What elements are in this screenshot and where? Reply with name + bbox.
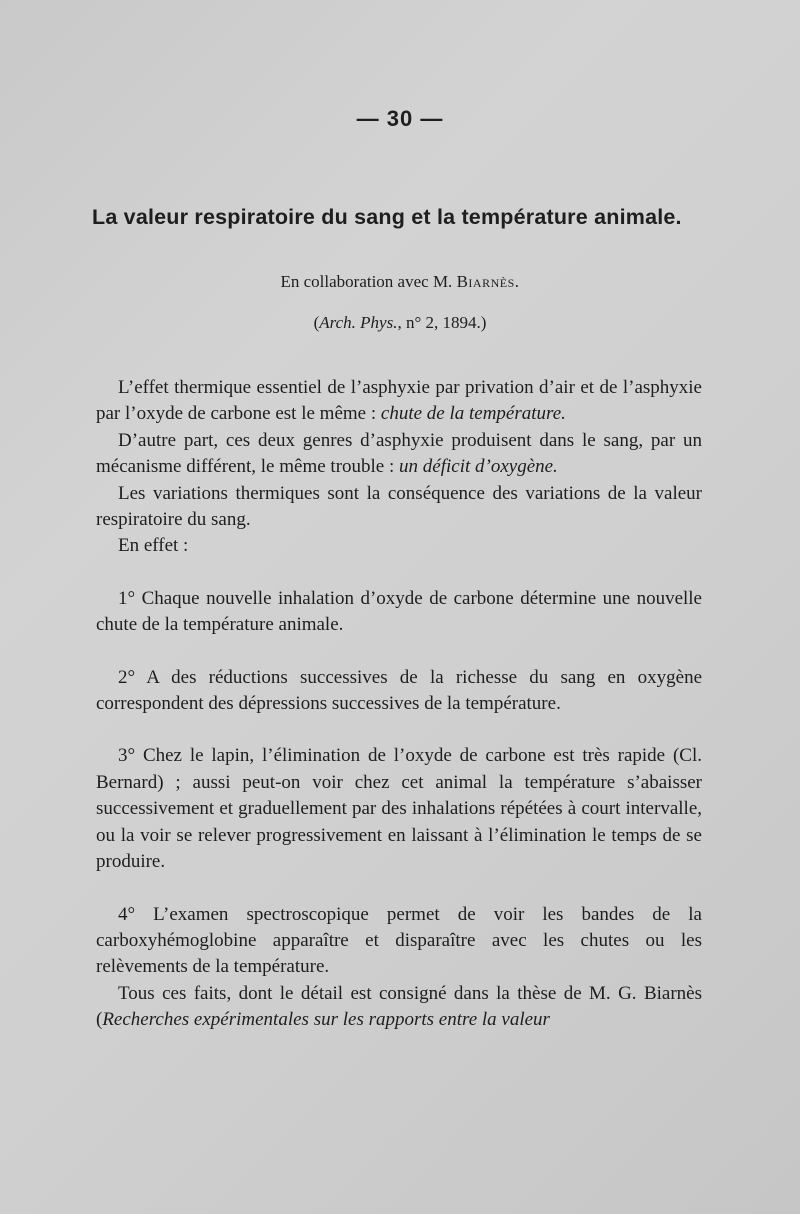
page-number: — 30 — xyxy=(356,106,444,131)
list-item-1: 1° Chaque nouvelle inhalation d’oxyde de carbone détermine une nouvelle chute de la température animale. xyxy=(96,587,702,636)
paragraph-2-text: D’autre part, ces deux genres d’asphyxie produisent dans le sang, par un mécanisme différent, le même trouble : xyxy=(96,429,702,478)
collaborator-name: Biarnès. xyxy=(456,272,520,291)
paragraph-1-text: L’effet thermique essentiel de l’asphyxie par privation d’air et de l’asphyxie par l’oxyde de carbone est le même : xyxy=(96,377,702,425)
collaboration-prefix: En collaboration avec M. xyxy=(280,272,457,291)
journal-name-2: Phys. xyxy=(360,313,398,332)
collaboration-line xyxy=(0,272,800,292)
paragraph-5-text: Tous ces faits, dont le détail est consigné dans la thèse de M. G. Biarnès ( xyxy=(96,982,702,1031)
list-item-2: 2° A des réductions successives de la richesse du sang en oxygène correspondent des dépressions successives de la température. xyxy=(96,666,702,715)
paragraph-1 xyxy=(96,375,702,428)
list-item-3: 3° Chez le lapin, l’élimination de l’oxyde de carbone est très rapide (Cl. Bernard) ; aussi peut-on voir chez cet animal la température s’abaisser successivement et graduellement par des inhalations répétées à court intervalle, ou la voir se relever progressivement en laissant à l’élimination le temps de se produire. xyxy=(96,745,702,873)
reference-details: , n° 2, 1894.) xyxy=(397,313,487,332)
paragraph-2 xyxy=(96,428,702,481)
list-item-4: 4° L’examen spectroscopique permet de voir les bandes de la carboxyhémoglobine apparaître et disparaître avec les chutes ou les relèvements de la température. xyxy=(96,903,702,978)
paragraph-2-italic: un déficit d’oxygène. xyxy=(399,456,558,478)
publication-reference xyxy=(0,313,800,333)
paragraph-5-italic: Recherches expérimentales sur les rapports entre la valeur xyxy=(102,1009,550,1031)
paragraph-4: En effet : xyxy=(118,535,189,557)
journal-name-1: Arch. xyxy=(319,313,356,332)
paragraph-3: Les variations thermiques sont la conséquence des variations de la valeur respiratoire du sang. xyxy=(96,482,702,531)
reference-open: ( xyxy=(313,313,320,332)
body-text xyxy=(96,375,702,1034)
paragraph-5 xyxy=(96,981,702,1034)
paragraph-1-italic: chute de la température. xyxy=(380,403,566,425)
article-title: La valeur respiratoire du sang et la température animale. xyxy=(92,205,682,229)
